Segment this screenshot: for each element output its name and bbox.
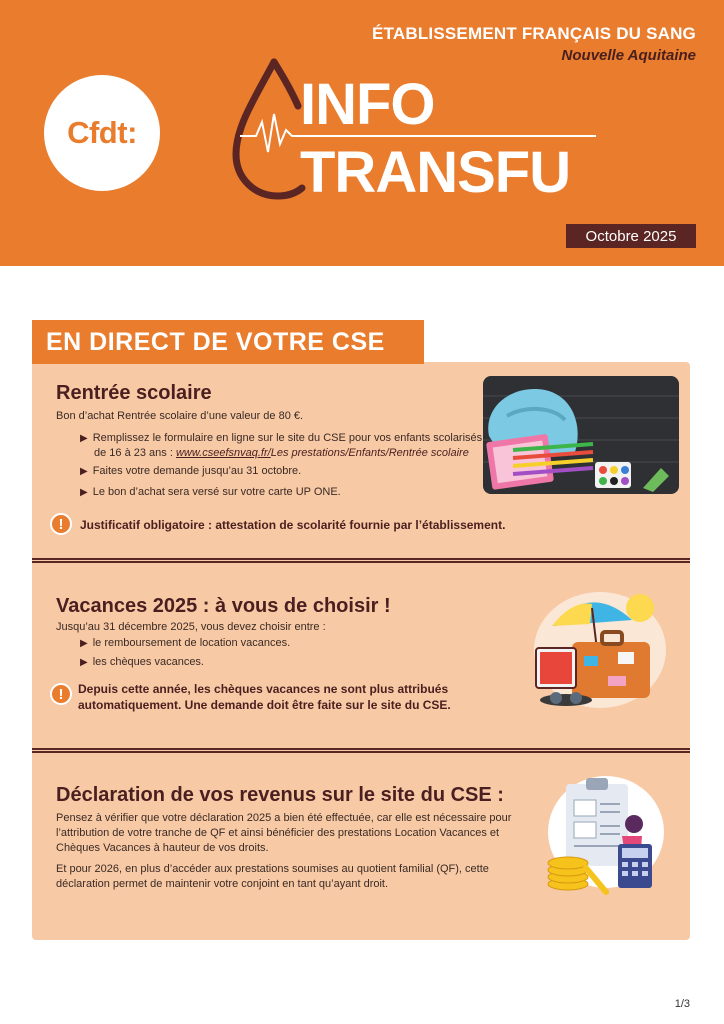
rentree-intro: Bon d’achat Rentrée scolaire d’une valeur de 80 €. [56, 410, 304, 422]
divider-1 [32, 558, 690, 563]
triangle-right-icon: ▶ [80, 657, 88, 668]
triangle-right-icon: ▶ [80, 638, 88, 649]
vacances-bullet-1 [80, 636, 290, 651]
vacances-bullet-2 [80, 655, 204, 670]
rentree-bullet-2 [80, 464, 301, 479]
triangle-right-icon: ▶ [80, 487, 88, 498]
rentree-bullet-3-text: Le bon d’achat sera versé sur votre carte UP ONE. [92, 486, 341, 498]
rentree-title: Rentrée scolaire [56, 382, 212, 404]
date-badge: Octobre 2025 [566, 224, 696, 248]
vacances-title: Vacances 2025 : à vous de choisir ! [56, 595, 391, 617]
vacances-bullet-2-text: les chèques vacances. [92, 656, 204, 668]
rentree-bullet-2-text: Faites votre demande jusqu’au 31 octobre. [92, 465, 302, 477]
revenus-p1-line2: l’attribution de votre tranche de QF et ainsi bénéficier des prestations Location Vacances et [56, 827, 500, 839]
vacances-warning-line2: automatiquement. Une demande doit être faite sur le site du CSE. [78, 698, 451, 712]
rentree-warning: Justificatif obligatoire : attestation de scolarité fournie par l’établissement. [80, 518, 506, 532]
triangle-right-icon: ▶ [80, 433, 88, 444]
rentree-bullet-1 [80, 431, 482, 461]
vacances-warning [78, 681, 502, 713]
title-transfu: TRANSFU [300, 140, 571, 205]
org-region: Nouvelle Aquitaine [561, 47, 696, 64]
triangle-right-icon: ▶ [80, 466, 88, 477]
vacances-intro: Jusqu’au 31 décembre 2025, vous devez choisir entre : [56, 621, 326, 633]
section-title: EN DIRECT DE VOTRE CSE [32, 320, 424, 364]
rentree-bullet-1-line1: Remplissez le formulaire en ligne sur le site du CSE pour vos enfants scolarisés [92, 432, 483, 444]
revenus-p2-line1: Et pour 2026, en plus d’accéder aux prestations soumises au quotient familial (QF), cette [56, 863, 489, 875]
rentree-bullet-3 [80, 485, 341, 500]
travel-suitcase-image [522, 586, 668, 714]
revenus-title: Déclaration de vos revenus sur le site du CSE : [56, 784, 504, 806]
header-banner [0, 0, 724, 266]
org-name: ÉTABLISSEMENT FRANÇAIS DU SANG [372, 24, 696, 43]
revenus-p1-line3: Chèques Vacances à hauteur de vos droits. [56, 842, 269, 854]
exclamation-icon: ! [50, 683, 72, 705]
title-info: INFO [300, 72, 435, 137]
page-number: 1/3 [674, 998, 690, 1010]
rentree-link-path: Les prestations/Enfants/Rentrée scolaire [270, 447, 469, 459]
cfdt-logo [44, 75, 160, 191]
cfdt-logo-text: Cfdt: [67, 115, 137, 150]
divider-2 [32, 748, 690, 753]
revenus-p2-line2: déclaration permet de maintenir votre conjoint en tant qu’ayant droit. [56, 878, 389, 890]
cse-website-link[interactable]: www.cseefsnvaq.fr/ [175, 447, 271, 459]
revenus-paragraph-2 [56, 862, 489, 892]
vacances-warning-line1: Depuis cette année, les chèques vacances ne sont plus attribués [78, 682, 449, 696]
school-supplies-image [483, 376, 679, 494]
exclamation-icon: ! [50, 513, 72, 535]
revenus-p1-line1: Pensez à vérifier que votre déclaration 2025 a bien été effectuée, car elle est nécessaire pour [56, 812, 512, 824]
revenus-paragraph-1 [56, 811, 511, 856]
rentree-bullet-1-prefix: de 16 à 23 ans : [94, 447, 176, 459]
vacances-bullet-1-text: le remboursement de location vacances. [92, 637, 291, 649]
tax-declaration-image [536, 772, 666, 896]
